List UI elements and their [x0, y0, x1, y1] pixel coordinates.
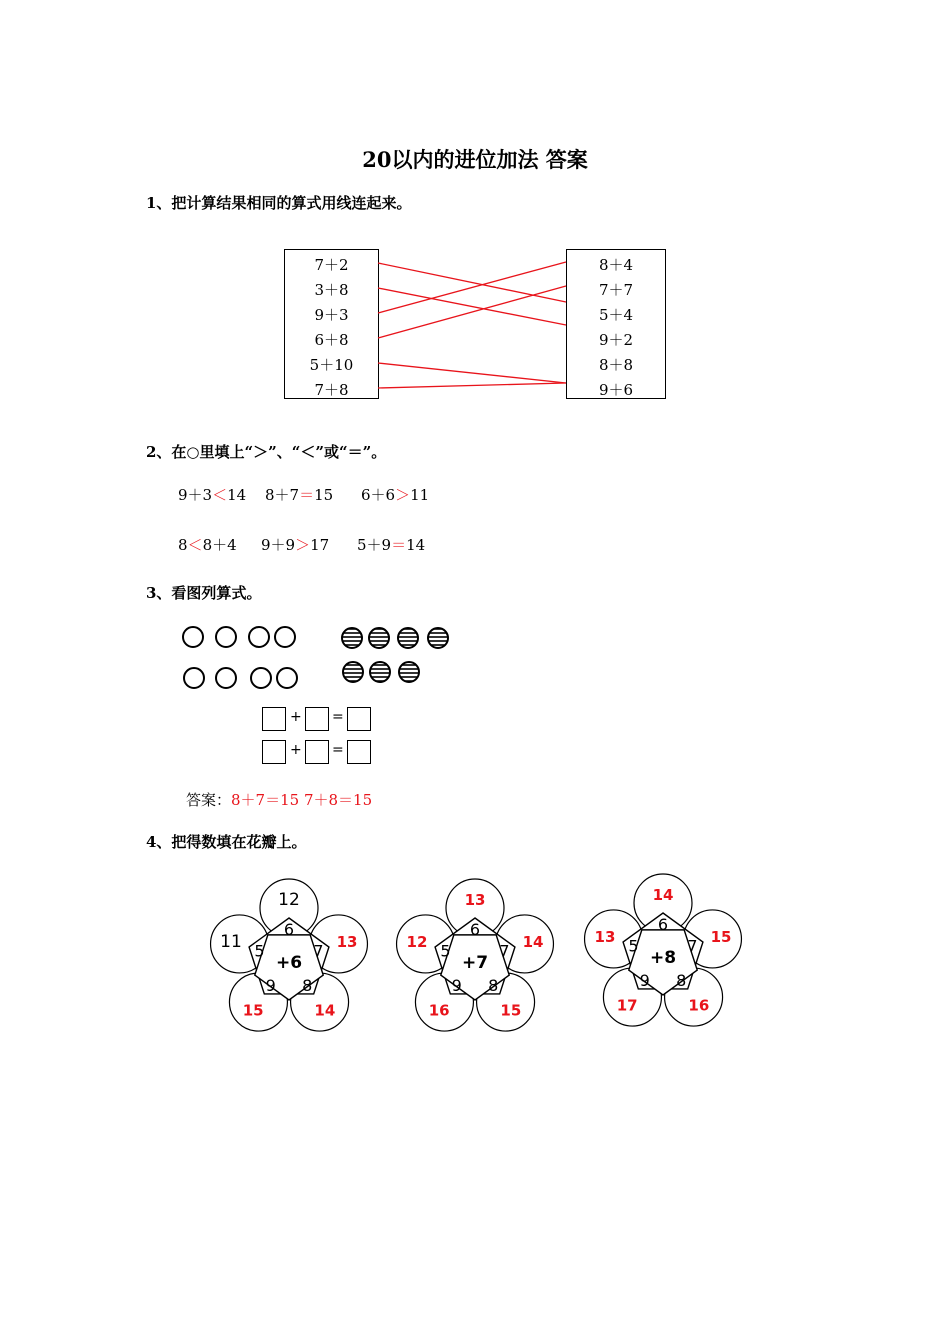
q1-right-expr: 8＋4 [598, 256, 634, 274]
petal-result: 16 [428, 1001, 450, 1020]
q2-operator: ＜ [212, 486, 228, 504]
q3-circles-figure [170, 615, 470, 695]
q1-left-expr: 7＋8 [314, 381, 349, 399]
petal-result: 15 [710, 928, 732, 947]
inner-addend: 7 [313, 941, 324, 961]
q2-left: 9＋3 [178, 486, 213, 504]
inner-addend: 8 [302, 976, 313, 996]
q2-right: 14 [227, 486, 247, 504]
answer-box [262, 707, 286, 731]
petal-result: 13 [464, 891, 486, 909]
answer-box [305, 707, 329, 731]
q2-item [361, 484, 429, 505]
equals-sign: = [332, 742, 344, 758]
q3-answer [186, 789, 372, 810]
q3-heading: 3、看图列算式。 [146, 584, 262, 602]
q2-item [178, 484, 246, 505]
connector-line [378, 263, 566, 302]
inner-addend: 5 [440, 941, 451, 961]
q1-left-expr: 9＋3 [314, 306, 349, 324]
q2-operator: ＞ [395, 486, 411, 504]
number-flower [397, 879, 554, 1031]
q2-left: 5＋9 [357, 536, 392, 554]
hollow-circles [183, 627, 297, 688]
flower-center-operation: +6 [275, 953, 303, 973]
q1-left-expr: 5＋10 [309, 356, 354, 374]
q2-left: 9＋9 [261, 536, 296, 554]
q4-heading: 4、把得数填在花瓣上。 [146, 833, 307, 851]
petal-result: 14 [522, 933, 544, 952]
petal-result: 13 [336, 933, 358, 952]
q1-left-expr: 3＋8 [314, 281, 349, 299]
q1-heading: 1、把计算结果相同的算式用线连起来。 [146, 194, 412, 212]
q1-left-expr: 6＋8 [314, 331, 349, 349]
inner-addend: 6 [283, 920, 295, 939]
q2-left: 8＋7 [265, 486, 300, 504]
q1-left-expr: 7＋2 [314, 256, 349, 274]
q2-left: 8 [178, 536, 188, 554]
number-flower [585, 874, 742, 1026]
inner-addend: 8 [488, 976, 499, 996]
q2-item [265, 484, 333, 505]
q1-right-expr: 8＋8 [598, 356, 634, 374]
q1-connector-lines [0, 0, 950, 420]
q1-right-expr: 5＋4 [598, 306, 634, 324]
striped-circles [342, 628, 448, 682]
petal-result: 17 [616, 996, 638, 1015]
q2-right: 8＋4 [202, 536, 237, 554]
answer-box [347, 707, 371, 731]
q2-operator: ＞ [295, 536, 311, 554]
petal-result: 15 [500, 1001, 522, 1020]
page-title: 20以内的进位加法 答案 [362, 147, 588, 172]
q2-right: 11 [410, 486, 430, 504]
inner-addend: 9 [639, 971, 650, 991]
answer-label: 答案： [186, 791, 232, 809]
q2-heading: 2、在○里填上“＞”、“＜”或“＝”。 [146, 443, 387, 461]
inner-addend: 9 [451, 976, 462, 996]
plus-sign: + [290, 742, 302, 758]
petal-result: 15 [242, 1001, 264, 1020]
petal-result: 14 [314, 1001, 336, 1020]
connector-line [378, 262, 566, 313]
connector-line [378, 383, 566, 388]
q2-operator: ＝ [299, 486, 315, 504]
petal-result: 14 [652, 886, 674, 904]
petal-result: 13 [594, 928, 616, 947]
petal-result: 12 [406, 933, 428, 952]
q4-flowers-figure [0, 860, 950, 1050]
petal-result: 11 [220, 932, 242, 953]
flower-center-operation: +7 [461, 953, 489, 973]
inner-addend: 7 [499, 941, 510, 961]
q2-right: 17 [310, 536, 330, 554]
answer-value: 8＋7＝15 7＋8＝15 [231, 791, 373, 809]
answer-box [262, 740, 286, 764]
q2-item [357, 534, 425, 555]
inner-addend: 7 [687, 936, 698, 956]
inner-addend: 5 [628, 936, 639, 956]
inner-addend: 6 [469, 920, 481, 939]
equals-sign: = [332, 709, 344, 725]
q2-right: 15 [314, 486, 334, 504]
flower-center-operation: +8 [649, 948, 677, 968]
inner-addend: 9 [265, 976, 276, 996]
inner-addend: 5 [254, 941, 265, 961]
q1-right-expr: 9＋6 [598, 381, 634, 399]
q2-item [178, 534, 237, 555]
inner-addend: 8 [676, 971, 687, 991]
petal-result: 12 [278, 890, 300, 910]
inner-addend: 6 [657, 915, 669, 934]
q2-item [261, 534, 329, 555]
number-flower [211, 879, 368, 1031]
q1-right-expr: 7＋7 [598, 281, 634, 299]
q2-right: 14 [406, 536, 426, 554]
answer-box [305, 740, 329, 764]
q1-right-expr: 9＋2 [598, 331, 634, 349]
plus-sign: + [290, 709, 302, 725]
petal-result: 16 [688, 996, 710, 1015]
q2-operator: ＜ [187, 536, 203, 554]
q2-left: 6＋6 [361, 486, 396, 504]
q2-operator: ＝ [391, 536, 407, 554]
connector-line [378, 363, 566, 383]
answer-box [347, 740, 371, 764]
